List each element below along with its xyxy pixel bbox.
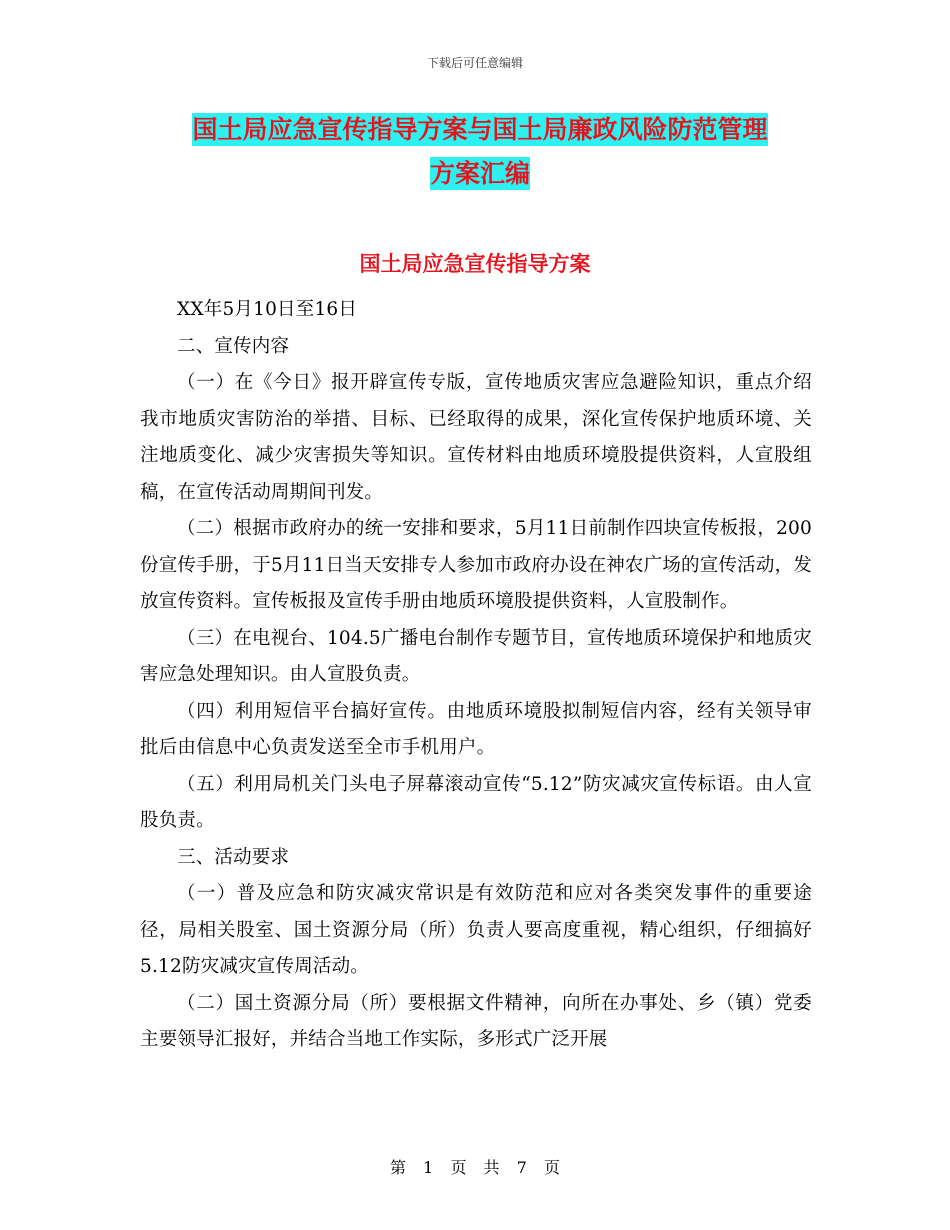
paragraph-item: （二）国土资源分局（所）要根据文件精神，向所在办事处、乡（镇）党委主要领导汇报好，并结合当地工作实际，多形式广泛开展: [140, 992, 812, 1050]
document-title-line2: 方案汇编: [429, 159, 530, 188]
paragraph-item: （一）在《今日》报开辟宣传专版，宣传地质灾害应急避险知识，重点介绍我市地质灾害防治的举措、目标、已经取得的成果，深化宣传保护地质环境、关注地质变化、减少灾害损失等知识。宣传材料由地质环境股提供资料，人宣股组稿，在宣传活动周期间刊发。: [140, 372, 812, 503]
paragraph-date: XX年5月10日至16日: [177, 299, 358, 320]
section-title: 国土局应急宣传指导方案: [359, 252, 591, 276]
paragraph-item: （二）根据市政府办的统一安排和要求，5月11日前制作四块宣传板报，200份宣传手册，于5月11日当天安排专人参加市政府办设在神农广场的宣传活动，发放宣传资料。宣传板报及宣传手册由地质环境股提供资料，人宣股制作。: [140, 518, 812, 612]
paragraph-item: （三）在电视台、104.5广播电台制作专题节目，宣传地质环境保护和地质灾害应急处理知识。由人宣股负责。: [140, 627, 812, 685]
heading-publicity-content: 二、宣传内容: [177, 335, 290, 357]
document-title-line1: 国土局应急宣传指导方案与国土局廉政风险防范管理: [192, 115, 768, 144]
page-footer: [0, 1155, 950, 1178]
page-current: 1: [423, 1158, 434, 1177]
page-total: 7: [516, 1158, 527, 1177]
document-title: [140, 108, 820, 196]
page-label-suffix: 页: [543, 1158, 560, 1177]
page-label-mid: 页: [450, 1158, 467, 1177]
paragraph-item: （四）利用短信平台搞好宣传。由地质环境股拟制短信内容，经有关领导审批后由信息中心负责发送至全市手机用户。: [140, 700, 812, 758]
document-body: [140, 292, 812, 1059]
page-label-prefix: 第: [390, 1158, 407, 1177]
paragraph-item: （五）利用局机关门头电子屏幕滚动宣传“5.12”防灾减灾宣传标语。由人宣股负责。: [140, 773, 812, 831]
heading-activity-requirements: 三、活动要求: [177, 846, 290, 868]
paragraph-item: （一）普及应急和防灾减灾常识是有效防范和应对各类突发事件的重要途径，局相关股室、国土资源分局（所）负责人要高度重视，精心组织，仔细搞好5.12防灾减灾宣传周活动。: [140, 883, 812, 977]
page-label-total: 共: [483, 1158, 500, 1177]
header-note: 下载后可任意编辑: [426, 56, 523, 70]
